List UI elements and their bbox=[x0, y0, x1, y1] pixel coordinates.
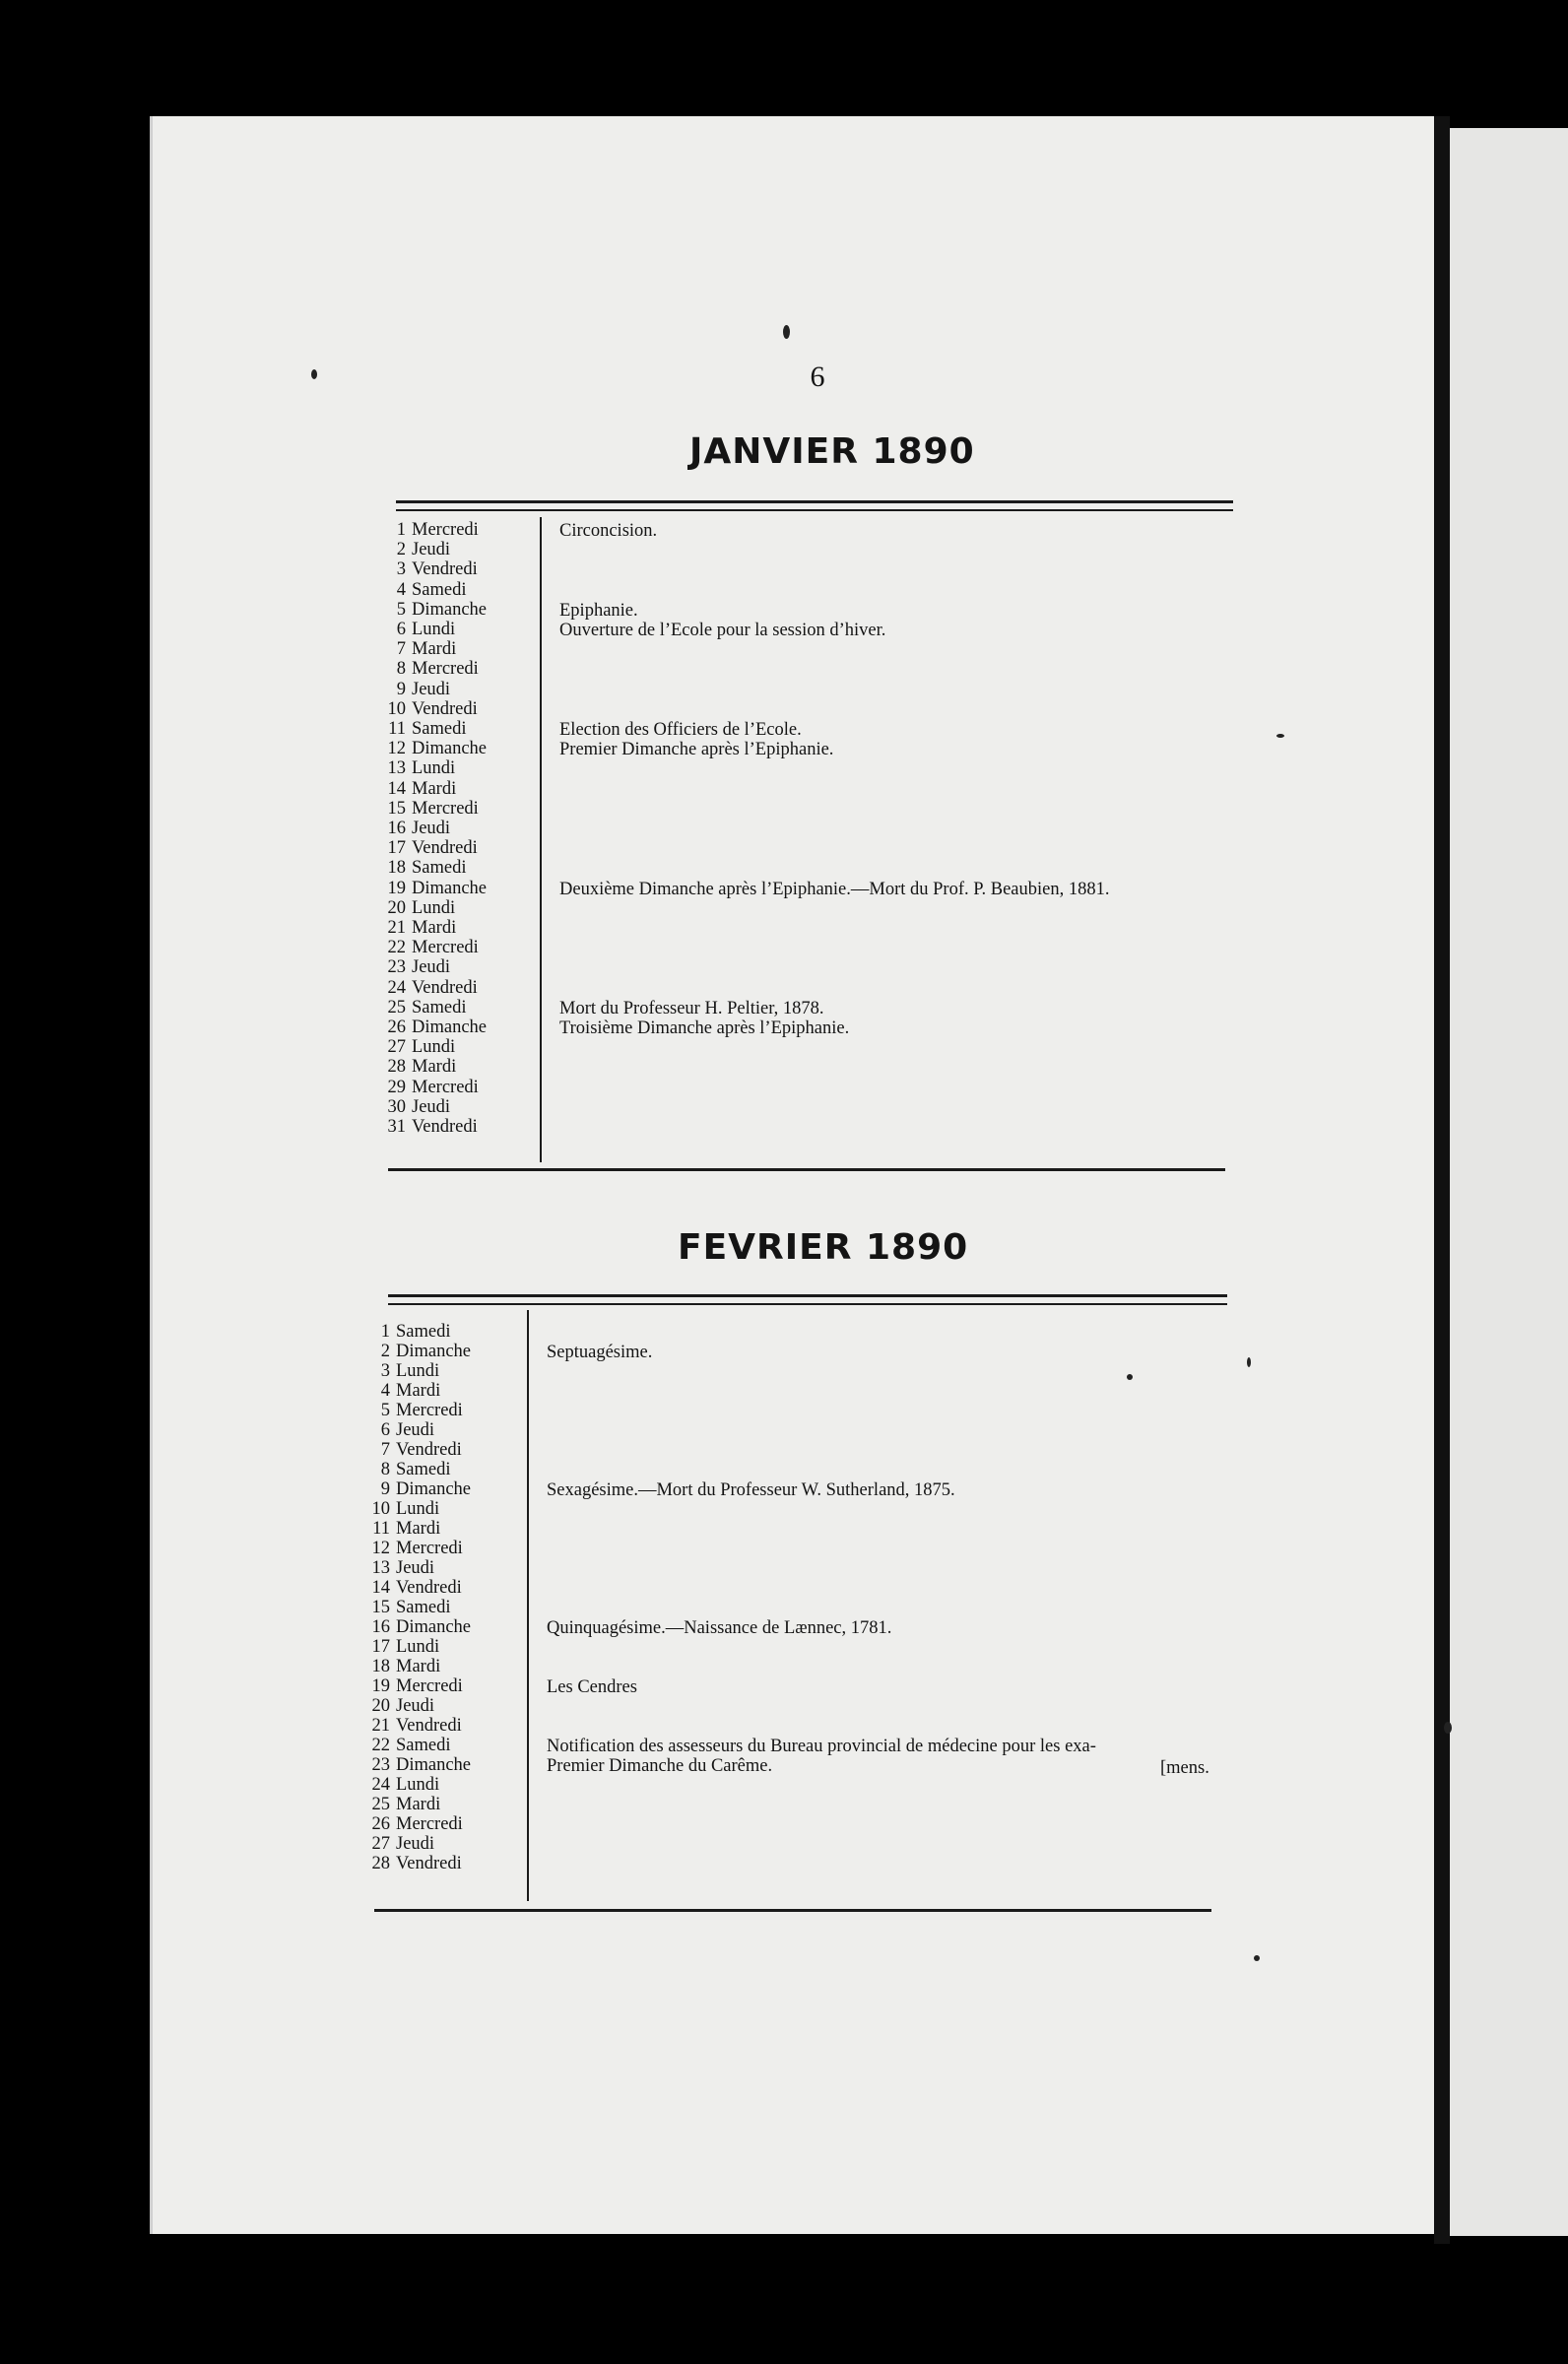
calendar-day-row bbox=[360, 1834, 434, 1854]
calendar-day-row bbox=[376, 799, 479, 819]
weekday-name: Lundi bbox=[396, 1775, 440, 1795]
day-number: 28 bbox=[371, 1854, 390, 1873]
calendar-event: Septuagésime. bbox=[547, 1343, 653, 1362]
day-number: 9 bbox=[380, 1479, 390, 1499]
column-divider bbox=[527, 1310, 529, 1901]
day-number: 19 bbox=[387, 878, 406, 898]
weekday-name: Jeudi bbox=[412, 540, 451, 560]
calendar-day-row bbox=[376, 1078, 479, 1097]
book-spine bbox=[1434, 116, 1450, 2244]
weekday-name: Mercredi bbox=[396, 1814, 463, 1834]
weekday-name: Samedi bbox=[412, 997, 467, 1018]
calendar-event: [mens. bbox=[1160, 1758, 1209, 1778]
weekday-name: Samedi bbox=[396, 1322, 451, 1342]
day-number: 22 bbox=[371, 1736, 390, 1755]
calendar-day-row bbox=[360, 1322, 451, 1342]
day-number: 9 bbox=[396, 679, 406, 699]
weekday-name: Jeudi bbox=[412, 957, 451, 978]
calendar-day-row bbox=[376, 779, 456, 799]
calendar-day-row bbox=[360, 1420, 434, 1440]
calendar-day-row bbox=[360, 1716, 462, 1736]
calendar-day-row bbox=[360, 1775, 439, 1795]
weekday-name: Dimanche bbox=[412, 739, 488, 759]
month-title-fevrier: FEVRIER 1890 bbox=[678, 1227, 969, 1268]
page-number: 6 bbox=[810, 361, 825, 393]
calendar-day-row bbox=[360, 1676, 463, 1696]
calendar-event: Sexagésime.—Mort du Professeur W. Sutherland, 1875. bbox=[547, 1480, 955, 1500]
scan-mark bbox=[1127, 1374, 1133, 1380]
weekday-name: Jeudi bbox=[396, 1420, 435, 1440]
weekday-name: Jeudi bbox=[412, 679, 451, 699]
weekday-name: Dimanche bbox=[412, 878, 488, 898]
day-number: 6 bbox=[380, 1420, 390, 1440]
calendar-day-row bbox=[376, 680, 450, 699]
weekday-name: Vendredi bbox=[412, 559, 478, 580]
day-number: 24 bbox=[387, 977, 406, 998]
weekday-name: Mercredi bbox=[412, 1077, 479, 1097]
weekday-name: Dimanche bbox=[396, 1755, 472, 1775]
weekday-name: Dimanche bbox=[396, 1342, 472, 1361]
day-number: 16 bbox=[387, 819, 406, 838]
calendar-day-row bbox=[376, 838, 478, 858]
calendar-day-row bbox=[376, 559, 478, 579]
day-number: 10 bbox=[387, 698, 406, 719]
weekday-name: Jeudi bbox=[396, 1834, 435, 1854]
calendar-day-row bbox=[376, 639, 456, 659]
weekday-name: Jeudi bbox=[396, 1696, 435, 1716]
calendar-day-row bbox=[360, 1637, 439, 1657]
weekday-name: Samedi bbox=[412, 719, 467, 739]
day-number: 7 bbox=[396, 639, 406, 660]
calendar-day-row bbox=[376, 957, 450, 977]
calendar-day-row bbox=[360, 1460, 451, 1479]
calendar-event: Quinquagésime.—Naissance de Lænnec, 1781. bbox=[547, 1618, 892, 1638]
calendar-day-row bbox=[360, 1755, 471, 1775]
day-number: 5 bbox=[396, 599, 406, 620]
calendar-day-row bbox=[360, 1696, 434, 1716]
calendar-day-row bbox=[360, 1440, 462, 1460]
calendar-day-row bbox=[376, 1097, 450, 1117]
calendar-event: Premier Dimanche du Carême. bbox=[547, 1756, 773, 1776]
day-number: 30 bbox=[387, 1096, 406, 1117]
weekday-name: Mardi bbox=[396, 1795, 441, 1814]
day-number: 4 bbox=[380, 1381, 390, 1401]
weekday-name: Vendredi bbox=[412, 698, 478, 719]
day-number: 5 bbox=[380, 1401, 390, 1420]
day-number: 15 bbox=[387, 798, 406, 819]
calendar-day-row bbox=[360, 1499, 439, 1519]
weekday-name: Lundi bbox=[412, 620, 456, 639]
table-top-rule bbox=[396, 500, 1233, 503]
calendar-day-row bbox=[376, 659, 479, 679]
scan-mark bbox=[1254, 1955, 1260, 1961]
table-bottom-rule bbox=[374, 1909, 1211, 1912]
day-number: 27 bbox=[387, 1037, 406, 1058]
weekday-name: Dimanche bbox=[412, 1018, 488, 1037]
weekday-name: Lundi bbox=[412, 897, 456, 918]
calendar-day-row bbox=[360, 1795, 440, 1814]
day-number: 28 bbox=[387, 1057, 406, 1078]
day-number: 12 bbox=[371, 1539, 390, 1558]
day-number: 25 bbox=[371, 1795, 390, 1814]
day-number: 29 bbox=[387, 1077, 406, 1097]
calendar-day-row bbox=[360, 1539, 463, 1558]
table-bottom-rule bbox=[388, 1168, 1225, 1171]
weekday-name: Samedi bbox=[396, 1460, 451, 1479]
day-number: 10 bbox=[371, 1499, 390, 1519]
weekday-name: Lundi bbox=[412, 758, 456, 779]
day-number: 24 bbox=[371, 1775, 390, 1795]
day-number: 21 bbox=[371, 1716, 390, 1736]
calendar-day-row bbox=[360, 1519, 440, 1539]
weekday-name: Lundi bbox=[412, 1037, 456, 1058]
weekday-name: Lundi bbox=[396, 1499, 440, 1519]
calendar-event: Deuxième Dimanche après l’Epiphanie.—Mort du Prof. P. Beaubien, 1881. bbox=[559, 879, 1110, 899]
calendar-day-row bbox=[376, 978, 478, 998]
day-number: 3 bbox=[380, 1361, 390, 1381]
day-number: 18 bbox=[387, 858, 406, 879]
weekday-name: Dimanche bbox=[396, 1479, 472, 1499]
calendar-event: Election des Officiers de l’Ecole. bbox=[559, 720, 802, 740]
calendar-day-row bbox=[376, 819, 450, 838]
table-top-rule-inner bbox=[396, 509, 1233, 511]
calendar-day-row bbox=[376, 540, 450, 559]
weekday-name: Mercredi bbox=[396, 1401, 463, 1420]
calendar-day-row bbox=[376, 699, 478, 719]
day-number: 26 bbox=[371, 1814, 390, 1834]
calendar-day-row bbox=[360, 1598, 451, 1617]
calendar-day-row bbox=[360, 1381, 440, 1401]
weekday-name: Mardi bbox=[396, 1519, 441, 1539]
calendar-event: Circoncision. bbox=[559, 521, 658, 541]
weekday-name: Mercredi bbox=[396, 1676, 463, 1696]
day-number: 22 bbox=[387, 938, 406, 958]
weekday-name: Vendredi bbox=[412, 838, 478, 859]
weekday-name: Jeudi bbox=[412, 819, 451, 838]
weekday-name: Jeudi bbox=[412, 1096, 451, 1117]
calendar-day-row bbox=[360, 1479, 471, 1499]
weekday-name: Mardi bbox=[412, 778, 457, 799]
calendar-day-row bbox=[376, 758, 455, 778]
day-number: 8 bbox=[396, 659, 406, 680]
day-number: 21 bbox=[387, 918, 406, 938]
calendar-day-row bbox=[360, 1361, 439, 1381]
calendar-day-row bbox=[376, 918, 456, 938]
calendar-day-row bbox=[376, 580, 467, 600]
day-number: 23 bbox=[387, 957, 406, 978]
facing-page-edge bbox=[1450, 128, 1568, 2236]
day-number: 11 bbox=[372, 1519, 390, 1539]
day-number: 12 bbox=[387, 739, 406, 759]
calendar-day-row bbox=[376, 1057, 456, 1077]
calendar-day-row bbox=[360, 1657, 440, 1676]
calendar-day-row bbox=[360, 1558, 434, 1578]
calendar-day-row bbox=[376, 1037, 455, 1057]
scan-mark bbox=[783, 325, 790, 339]
calendar-day-row bbox=[376, 938, 479, 957]
day-number: 17 bbox=[387, 838, 406, 859]
calendar-day-row bbox=[376, 600, 487, 620]
calendar-event: Premier Dimanche après l’Epiphanie. bbox=[559, 740, 834, 760]
weekday-name: Vendredi bbox=[396, 1440, 462, 1460]
weekday-name: Mercredi bbox=[396, 1539, 463, 1558]
day-number: 23 bbox=[371, 1755, 390, 1775]
weekday-name: Mercredi bbox=[412, 659, 479, 680]
weekday-name: Samedi bbox=[396, 1598, 451, 1617]
weekday-name: Dimanche bbox=[412, 599, 488, 620]
day-number: 31 bbox=[387, 1117, 406, 1137]
weekday-name: Lundi bbox=[396, 1637, 440, 1657]
day-number: 16 bbox=[371, 1617, 390, 1637]
weekday-name: Samedi bbox=[412, 858, 467, 879]
day-number: 7 bbox=[380, 1440, 390, 1460]
day-number: 8 bbox=[380, 1460, 390, 1479]
scan-mark bbox=[311, 369, 317, 379]
calendar-day-row bbox=[360, 1854, 462, 1873]
calendar-day-row bbox=[376, 898, 455, 918]
day-number: 1 bbox=[396, 520, 406, 540]
weekday-name: Mercredi bbox=[412, 798, 479, 819]
calendar-day-row bbox=[376, 1117, 478, 1137]
weekday-name: Vendredi bbox=[412, 1117, 478, 1137]
scan-mark bbox=[1444, 1722, 1452, 1734]
weekday-name: Mardi bbox=[396, 1657, 441, 1676]
calendar-day-row bbox=[376, 998, 467, 1018]
calendar-day-row bbox=[376, 719, 467, 739]
day-number: 4 bbox=[396, 579, 406, 600]
day-number: 27 bbox=[371, 1834, 390, 1854]
scan-mark bbox=[1247, 1357, 1251, 1367]
calendar-day-row bbox=[360, 1342, 471, 1361]
column-divider bbox=[540, 517, 542, 1162]
calendar-day-row bbox=[360, 1736, 451, 1755]
day-number: 25 bbox=[387, 997, 406, 1018]
weekday-name: Jeudi bbox=[396, 1558, 435, 1578]
table-top-rule bbox=[388, 1294, 1227, 1297]
weekday-name: Lundi bbox=[396, 1361, 440, 1381]
calendar-day-row bbox=[360, 1578, 462, 1598]
day-number: 6 bbox=[396, 620, 406, 639]
weekday-name: Mardi bbox=[412, 918, 457, 938]
calendar-day-row bbox=[376, 739, 487, 758]
day-number: 14 bbox=[387, 778, 406, 799]
day-number: 26 bbox=[387, 1018, 406, 1037]
weekday-name: Mardi bbox=[412, 639, 457, 660]
calendar-day-row bbox=[376, 858, 467, 878]
calendar-day-row bbox=[360, 1401, 463, 1420]
calendar-day-row bbox=[376, 620, 455, 639]
day-number: 17 bbox=[371, 1637, 390, 1657]
weekday-name: Vendredi bbox=[396, 1578, 462, 1598]
weekday-name: Mercredi bbox=[412, 938, 479, 958]
day-number: 15 bbox=[371, 1598, 390, 1617]
weekday-name: Mercredi bbox=[412, 520, 479, 540]
day-number: 13 bbox=[371, 1558, 390, 1578]
calendar-day-row bbox=[376, 520, 479, 540]
month-title-janvier: JANVIER 1890 bbox=[689, 431, 975, 472]
day-number: 3 bbox=[396, 559, 406, 580]
calendar-event: Mort du Professeur H. Peltier, 1878. bbox=[559, 998, 824, 1018]
calendar-day-row bbox=[360, 1617, 471, 1637]
day-number: 2 bbox=[396, 540, 406, 560]
day-number: 1 bbox=[380, 1322, 390, 1342]
day-number: 14 bbox=[371, 1578, 390, 1598]
day-number: 2 bbox=[380, 1342, 390, 1361]
calendar-day-row bbox=[360, 1814, 463, 1834]
weekday-name: Samedi bbox=[412, 579, 467, 600]
weekday-name: Mardi bbox=[396, 1381, 441, 1401]
day-number: 13 bbox=[387, 758, 406, 779]
scan-mark bbox=[1276, 734, 1284, 738]
weekday-name: Mardi bbox=[412, 1057, 457, 1078]
calendar-event: Les Cendres bbox=[547, 1677, 637, 1697]
day-number: 19 bbox=[371, 1676, 390, 1696]
calendar-event: Ouverture de l’Ecole pour la session d’hiver. bbox=[559, 621, 886, 640]
calendar-event: Troisième Dimanche après l’Epiphanie. bbox=[559, 1018, 850, 1038]
day-number: 20 bbox=[387, 897, 406, 918]
weekday-name: Samedi bbox=[396, 1736, 451, 1755]
day-number: 20 bbox=[371, 1696, 390, 1716]
calendar-day-row bbox=[376, 1018, 487, 1037]
day-number: 18 bbox=[371, 1657, 390, 1676]
calendar-day-row bbox=[376, 879, 487, 898]
calendar-event: Notification des assesseurs du Bureau provincial de médecine pour les exa- bbox=[547, 1737, 1096, 1756]
weekday-name: Vendredi bbox=[412, 977, 478, 998]
day-number: 11 bbox=[388, 719, 406, 739]
weekday-name: Vendredi bbox=[396, 1716, 462, 1736]
weekday-name: Dimanche bbox=[396, 1617, 472, 1637]
weekday-name: Vendredi bbox=[396, 1854, 462, 1873]
table-top-rule-inner bbox=[388, 1303, 1227, 1305]
calendar-event: Epiphanie. bbox=[559, 600, 638, 621]
